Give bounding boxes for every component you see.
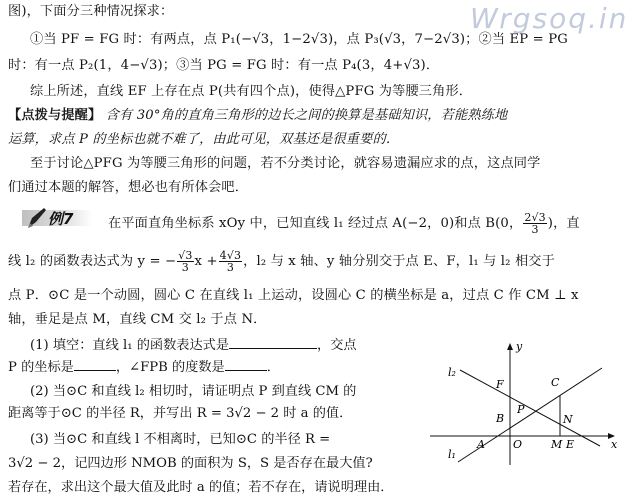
question-3-line-2: 3√2 − 2，记四边形 NMOB 的面积为 S，S 是否存在最大值? bbox=[8, 456, 373, 471]
answer-blank-1[interactable] bbox=[229, 336, 317, 349]
fraction-slope bbox=[177, 250, 193, 273]
point-O-label: O bbox=[513, 438, 523, 451]
frac-den: 3 bbox=[226, 261, 234, 274]
frac-num: 2√3 bbox=[524, 211, 546, 224]
point-N-label: N bbox=[563, 413, 573, 426]
frac-num: 4√3 bbox=[219, 249, 242, 262]
tip-label: 【点拨与提醒】 bbox=[8, 108, 102, 123]
example-text-1a: 在平面直角坐标系 xOy 中，已知直线 l₁ 经过点 A(−2，0)和点 B(0， bbox=[108, 216, 523, 231]
tip-text: 含有 30°角的直角三角形的边长之间的换算是基础知识，若能熟练地 bbox=[101, 108, 508, 123]
text-line-1: 图)，下面分三种情况探求： bbox=[8, 4, 174, 19]
example-text-1b: )，直 bbox=[547, 216, 580, 231]
q1-text-d: ，∠FPB 的度数是 bbox=[115, 360, 225, 375]
l1-label: l₁ bbox=[448, 448, 456, 461]
example-line-4: 轴，垂足是点 M，直线 CM 交 l₂ 于点 N． bbox=[8, 312, 267, 327]
example-text-2a: 线 l₂ 的函数表达式为 y = − bbox=[8, 254, 177, 269]
q1-text-e: ． bbox=[266, 360, 280, 375]
example-badge bbox=[14, 206, 98, 228]
text-line-6: 运算，求点 P 的坐标也就不难了，由此可见，双基还是很重要的． bbox=[8, 132, 400, 147]
q1-text-a: (1) 填空：直线 l₁ 的函数表达式是 bbox=[30, 338, 230, 353]
text-line-3: 时：有一点 P₂(1，4−√3)；③当 PG = FG 时：有一点 P₄(3，4+√3)． bbox=[8, 58, 440, 73]
y-axis-arrow bbox=[507, 343, 513, 350]
example-line-2 bbox=[8, 250, 555, 273]
tip-line bbox=[8, 106, 507, 126]
fraction-b-y bbox=[523, 212, 546, 235]
point-E-label: E bbox=[566, 438, 575, 451]
answer-blank-3[interactable] bbox=[225, 358, 267, 371]
l2-label: l₂ bbox=[448, 366, 456, 379]
fraction-intercept bbox=[219, 250, 242, 273]
pencil-icon bbox=[24, 206, 48, 230]
q1-text-c: P 的坐标是 bbox=[8, 360, 74, 375]
frac-den: 3 bbox=[181, 261, 189, 274]
coordinate-figure bbox=[430, 340, 620, 465]
y-axis-label: y bbox=[516, 340, 523, 353]
question-1-line-1 bbox=[30, 336, 357, 356]
example-text-2c: ，l₂ 与 x 轴、y 轴分别交于点 E、F，l₁ 与 l₂ 相交于 bbox=[243, 254, 555, 269]
q1-text-b: ，交点 bbox=[317, 338, 357, 353]
answer-blank-2[interactable] bbox=[74, 358, 116, 371]
question-1-line-2 bbox=[8, 358, 280, 378]
point-A-label: A bbox=[477, 438, 485, 451]
example-label: 例7 bbox=[48, 210, 74, 228]
text-line-8: 们通过本题的解答，想必也有所体会吧． bbox=[8, 180, 249, 195]
point-C-label: C bbox=[551, 376, 560, 389]
line-l2 bbox=[460, 370, 600, 446]
question-2-line-2: 距离等于⊙C 的半径 R，并写出 R = 3√2 − 2 时 a 的值． bbox=[8, 406, 353, 421]
frac-num: √3 bbox=[178, 249, 193, 262]
watermark-logo: Wrgsoq.in bbox=[470, 2, 629, 35]
frac-den: 3 bbox=[531, 223, 539, 236]
point-P-label: P bbox=[517, 403, 525, 416]
example-text-2b: x + bbox=[194, 254, 218, 269]
question-3-line-3: 若存在，求出这个最大值及此时 a 的值；若不存在，请说明理由． bbox=[8, 480, 394, 495]
point-F-label: F bbox=[496, 378, 504, 391]
x-axis-label: x bbox=[611, 438, 618, 451]
example-line-1 bbox=[108, 212, 580, 235]
text-line-2: ①当 PF = FG 时：有两点，点 P₁(−√3，1−2√3)，点 P₃(√3，7−2√3)；②当 EP = PG bbox=[30, 32, 568, 47]
point-M-label: M bbox=[551, 438, 563, 451]
question-3-line-1: (3) 当⊙C 和直线 l 不相离时，已知⊙C 的半径 R = bbox=[30, 432, 331, 447]
question-2-line-1: (2) 当⊙C 和直线 l₂ 相切时，请证明点 P 到直线 CM 的 bbox=[30, 384, 357, 399]
text-line-7: 至于讨论△PFG 为等腰三角形的问题，若不分类讨论，就容易遗漏应求的点，这点同学 bbox=[30, 156, 541, 171]
point-B-label: B bbox=[496, 412, 505, 425]
example-line-3: 点 P．⊙C 是一个动圆，圆心 C 在直线 l₁ 上运动，设圆心 C 的横坐标是 a，过点 C 作 CM ⊥ x bbox=[8, 288, 579, 303]
text-line-4: 综上所述，直线 EF 上存在点 P(共有四个点)，使得△PFG 为等腰三角形． bbox=[30, 84, 473, 99]
